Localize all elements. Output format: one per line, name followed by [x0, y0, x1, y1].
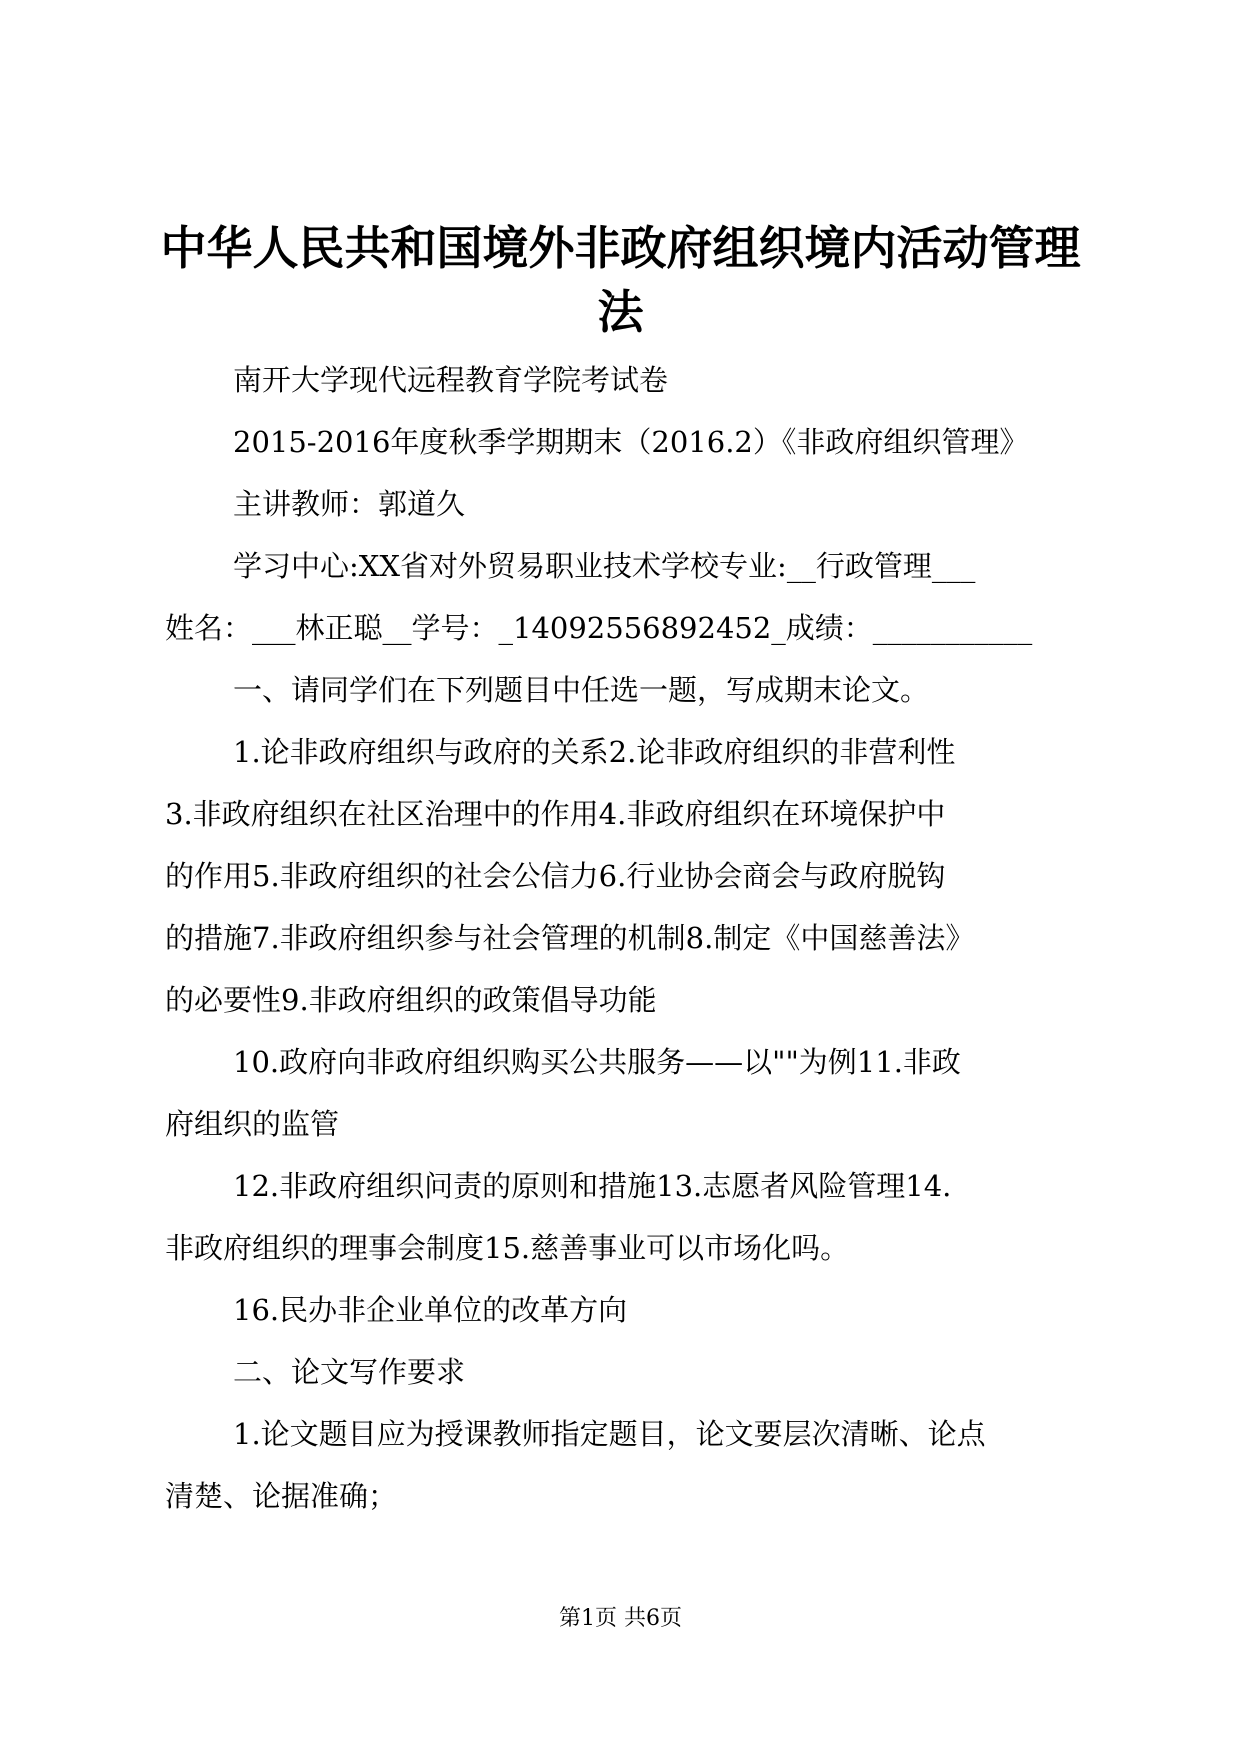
topic-list-line: 10.政府向非政府组织购买公共服务——以""为例11.非政 [233, 1045, 961, 1079]
section-one-heading: 一、请同学们在下列题目中任选一题，写成期末论文。 [233, 673, 930, 707]
topic-list-line: 3.非政府组织在社区治理中的作用4.非政府组织在环境保护中 [165, 797, 946, 831]
exam-term-course: 2015-2016年度秋季学期期末（2016.2）《非政府组织管理》 [233, 425, 1029, 459]
requirement-line: 1.论文题目应为授课教师指定题目，论文要层次清晰、论点 [233, 1417, 986, 1451]
topic-list-line: 的作用5.非政府组织的社会公信力6.行业协会商会与政府脱钩 [165, 859, 946, 893]
exam-institution: 南开大学现代远程教育学院考试卷 [233, 363, 669, 397]
instructor-line: 主讲教师：郭道久 [233, 487, 466, 521]
student-info-line: 姓名：___林正聪__学号：_14092556892452_成绩：___________ [165, 611, 1033, 645]
page-number-footer: 第1页 共6页 [559, 1606, 682, 1631]
topic-list-line: 的必要性9.非政府组织的政策倡导功能 [165, 983, 657, 1017]
topic-list-line: 12.非政府组织问责的原则和措施13.志愿者风险管理14. [233, 1169, 952, 1203]
topic-list-line: 府组织的监管 [165, 1107, 340, 1141]
topic-list-line: 的措施7.非政府组织参与社会管理的机制8.制定《中国慈善法》 [165, 921, 975, 955]
document-title-line-2: 法 [597, 285, 644, 339]
learning-center-line: 学习中心:XX省对外贸易职业技术学校专业:__行政管理___ [233, 549, 976, 583]
document-title-line-1: 中华人民共和国境外非政府组织境内活动管理 [160, 221, 1081, 275]
section-two-heading: 二、论文写作要求 [233, 1355, 466, 1389]
topic-list-line: 非政府组织的理事会制度15.慈善事业可以市场化吗。 [165, 1231, 850, 1265]
requirement-line: 清楚、论据准确； [165, 1479, 398, 1513]
topic-list-line: 16.民办非企业单位的改革方向 [233, 1293, 628, 1327]
topic-list-line: 1.论非政府组织与政府的关系2.论非政府组织的非营利性 [233, 735, 956, 769]
